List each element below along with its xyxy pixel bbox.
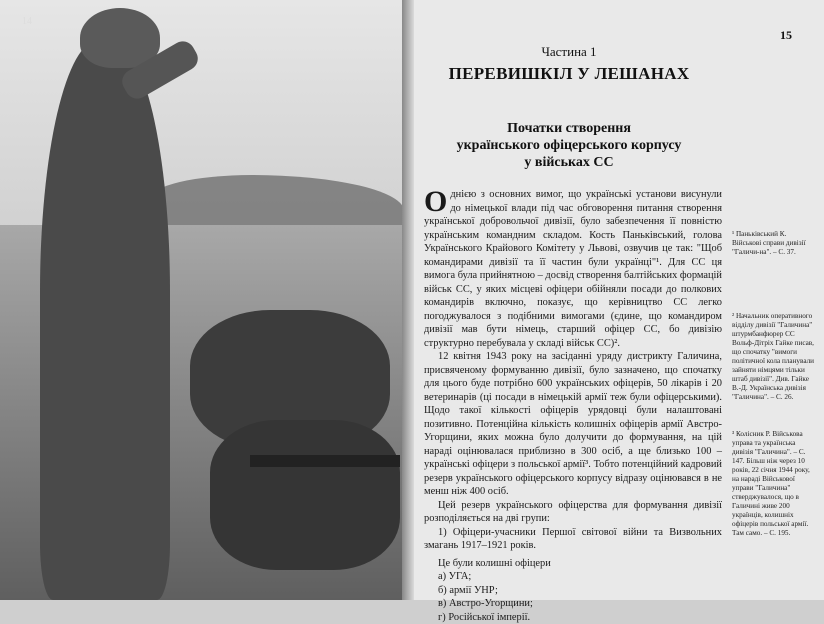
- list-item: г) Російської імперії.: [424, 611, 722, 624]
- page-number: 15: [780, 28, 792, 43]
- list-item: б) армії УНР;: [424, 584, 722, 598]
- part-label: Частина 1: [414, 44, 724, 60]
- body-text: [424, 188, 722, 624]
- paragraph: 1) Офіцери-учасники Першої світової війни та Визвольних змагань 1917–1921 років.: [424, 526, 722, 553]
- chapter-title: ПЕРЕВИШКІЛ У ЛЕШАНАХ: [414, 64, 724, 84]
- paragraph: 12 квітня 1943 року на засіданні уряду дистрикту Галичина, присвяченому формуванню дивізії, було зазначено, що спочатку для цього буде потрібно 600 українських офіцерів, 50 лікарів і 20 ветеринарів (ці посади в німецькій армії теж були офіцерськими). Щодо такої кількості офіцерів урядовці були налаштовані позитивно. Потенційна кількість колишніх офіцерів армії Австро-Угорщини, яких можна було долучити до формування, на цій нараді оцінювалася приблизно в 300 осіб, а ще близько 100 – українські офіцери з польської армії³. Тобто потенційний кадровий резерв українського офіцерського корпусу відразу оцінювався в не менш ніж 400 осіб.: [424, 350, 722, 499]
- machine-gun: [250, 455, 400, 467]
- paragraph: Цей резерв українського офіцерства для формування дивізії розподіляється на дві групи:: [424, 499, 722, 526]
- list-item: а) УГА;: [424, 570, 722, 584]
- left-page-number: 14: [22, 16, 32, 27]
- section-title: [414, 120, 724, 171]
- officer-list: [424, 557, 722, 624]
- margin-note: ³ Колісник Р. Військова управа та українська дивізія "Галичина". – С. 147. Більш ніж через 10 років, 22 січня 1944 року, на нараді Військової управи "Галичина" стверджувалося, що в Галичині живе 200 українців, колишніх офіцерів польської армії. Там само. – С. 195.: [732, 430, 816, 538]
- section-title-line: Початки створення: [414, 120, 724, 137]
- standing-soldier-figure: [40, 40, 170, 600]
- list-item: в) Австро-Угорщини;: [424, 597, 722, 611]
- margin-note: ² Начальник оперативного відділу дивізії "Галичина" штурмбанфюрер СС Вольф-Дітріх Гайке писав, що спочатку "вимоги політичної кола планували зайняти німцями тільки штаб дивізії". Див. Гайке В.-Д. Українська дивізія "Галичина". – С. 26.: [732, 312, 816, 402]
- drop-cap: О: [424, 188, 450, 214]
- paragraph-text: днією з основних вимог, що українські установи висунули до німецької влади під час обговорення питання створення української добровольчої дивізії, було забезпечення її повністю українським командним складом. Кость Паньківський, голова Українського Крайового Комітету у Львові, озвучив це так: "Щоб командирами дивізії та її частин були українці"¹. Для СС ця вимога була прийнятною – досвід створення балтійських формацій військ СС, у яких місцеві офіцери обійняли посади до полкових командирів включно, показує, що керівництво СС легко погоджувалося з подібними вимогами (єдине, що командиром дивізії мав бути німець, старший офіцер СС, бо дивізію структурно перебувала у складі військ СС)².: [424, 189, 722, 349]
- paragraph: [424, 188, 722, 350]
- right-page: [414, 0, 824, 600]
- left-page-photo: [0, 0, 404, 600]
- list-intro: Це були колишні офіцери: [424, 557, 722, 571]
- section-title-line: українського офіцерського корпусу: [414, 137, 724, 154]
- margin-note: ¹ Паньківський К. Військові справи дивізії "Галичи-на". – С. 37.: [732, 230, 816, 257]
- section-title-line: у військах СС: [414, 154, 724, 171]
- machine-gunner-figure: [210, 420, 400, 570]
